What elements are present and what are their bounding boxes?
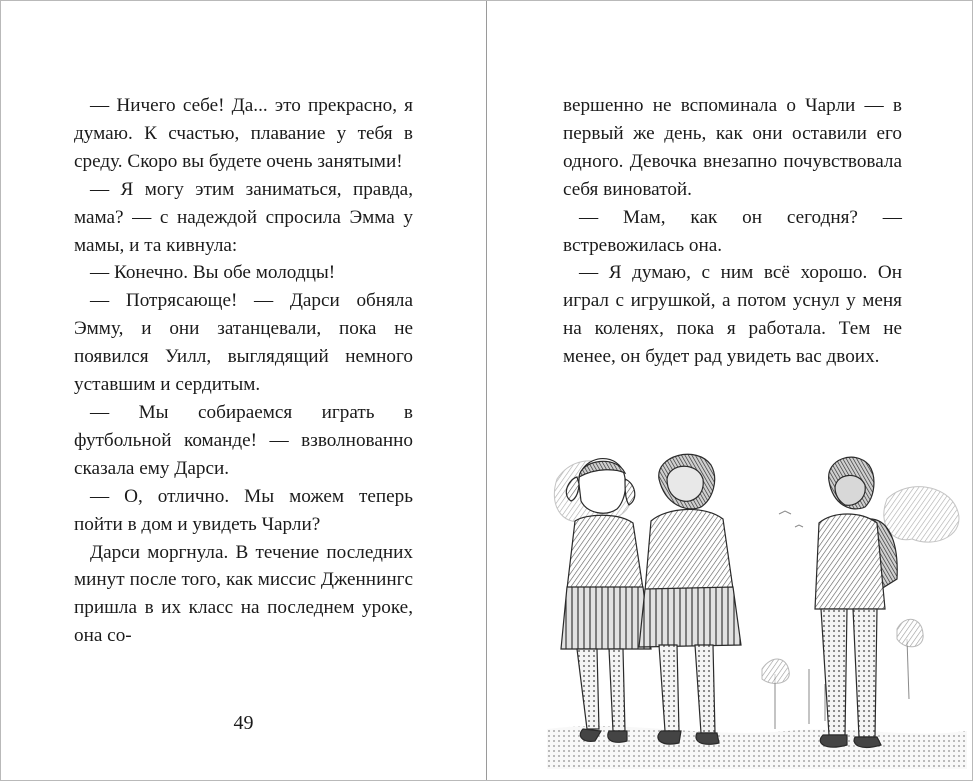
girl-with-dark-hair <box>639 454 741 744</box>
boy-with-backpack <box>815 457 897 747</box>
paragraph: Дарси моргнула. В течение последних минут после того, как миссис Дженнингс пришла в их класс на последнем уроке, она со- <box>74 541 413 647</box>
children-illustration <box>547 439 967 769</box>
paragraph: — Мы собираемся играть в футбольной команде! — взволнованно сказала ему Дарси. <box>74 401 413 479</box>
right-page-text <box>563 92 902 371</box>
paragraph: — Потрясающе! — Дарси обняла Эмму, и они затанцевали, пока не появился Уилл, выглядящий немного уставшим и сердитым. <box>74 290 413 396</box>
right-page <box>487 1 973 780</box>
paragraph: — Я могу этим заниматься, правда, мама? — с надеждой спросила Эмма у мамы, и та кивнула: <box>74 178 413 256</box>
paragraph: — Мам, как он сегодня? — встревожилась она. <box>563 206 902 256</box>
paragraph: — Конечно. Вы обе молодцы! <box>90 262 336 284</box>
page-number: 49 <box>233 712 254 734</box>
left-page <box>1 1 486 780</box>
paragraph: — Я думаю, с ним всё хорошо. Он играл с игрушкой, а потом уснул у меня на коленях, пока я работала. Тем не менее, он будет рад увидеть вас двоих. <box>563 262 902 368</box>
paragraph: вершенно не вспоминала о Чарли — в первый же день, как они оставили его одного. Девочка внезапно почувствовала себя виноватой. <box>563 95 902 200</box>
paragraph: — О, отлично. Мы можем теперь пойти в дом и увидеть Чарли? <box>74 485 413 535</box>
paragraph: — Ничего себе! Да... это прекрасно, я думаю. К счастью, плавание у тебя в среду. Скоро вы будете очень занятыми! <box>74 95 413 172</box>
left-page-text <box>74 92 413 650</box>
